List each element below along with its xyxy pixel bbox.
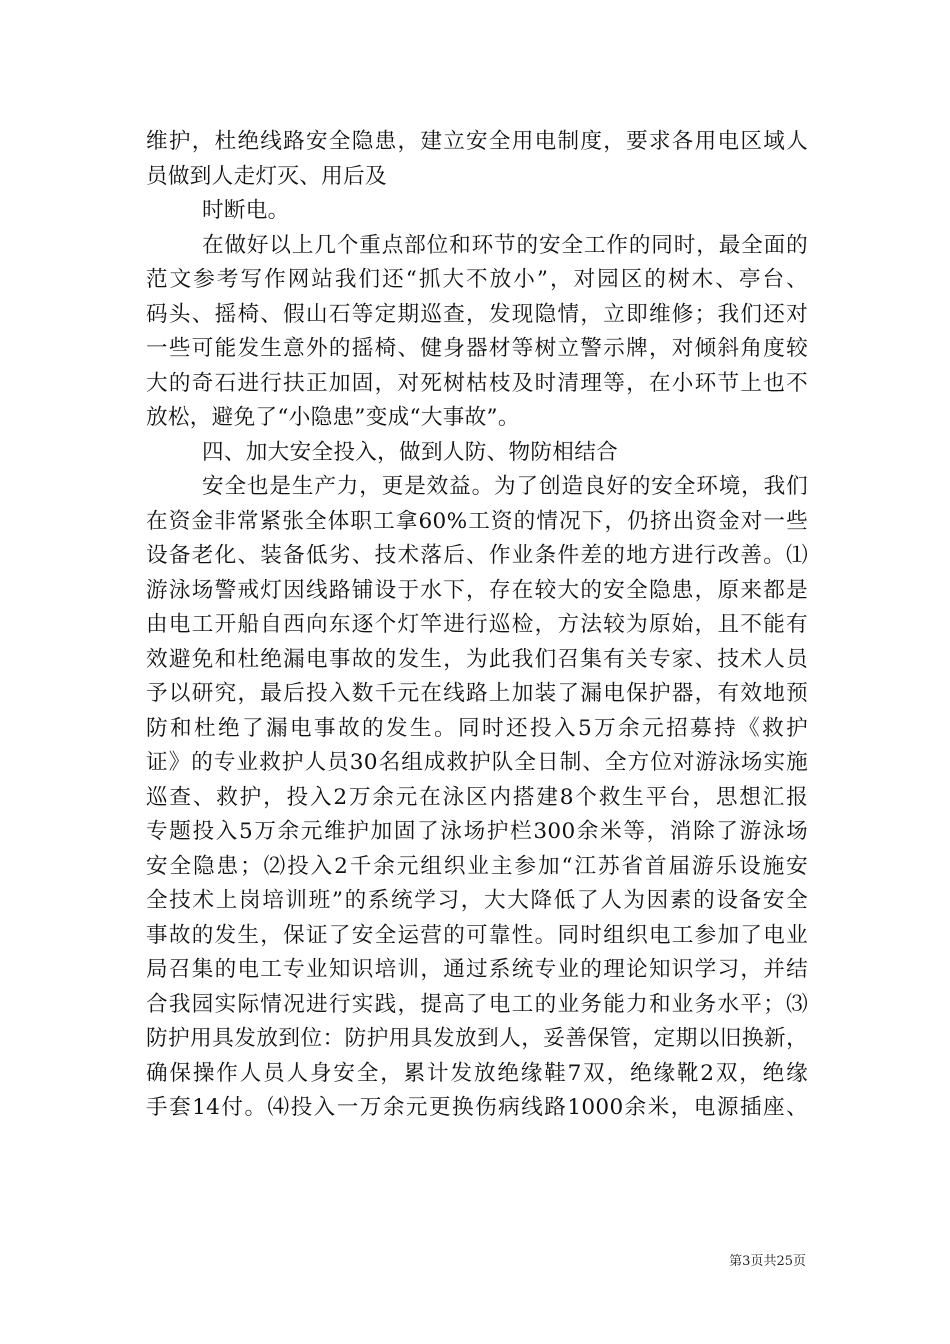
text-line: 事故的发生，保证了安全运营的可靠性。同时组织电工参加了电业 [146,922,808,948]
text-line: 范文参考写作网站我们还“抓大不放小”，对园区的树木、亭台、 [146,267,808,292]
text-line: 合我园实际情况进行实践，提高了电工的业务能力和业务水平；⑶ [146,991,808,1017]
text-line: 效避免和杜绝漏电事故的发生，为此我们召集有关专家、技术人员 [146,646,808,672]
text-line: 游泳场警戒灯因线路铺设于水下，存在较大的安全隐患，原来都是 [146,577,808,603]
paragraph-start-line: 安全也是生产力，更是效益。为了创造良好的安全环境，我们 [202,474,808,499]
text-line: 由电工开船自西向东逐个灯竿进行巡检，方法较为原始，且不能有 [146,612,808,637]
text-line: 局召集的电工专业知识培训，通过系统专业的理论知识学习，并结 [146,957,808,982]
document-body [146,125,808,1126]
text-line: 码头、摇椅、假山石等定期巡查，发现隐情，立即维修；我们还对 [146,301,808,327]
text-line: 时断电。 [202,198,290,223]
text-line: 防护用具发放到位：防护用具发放到人，妥善保管，定期以旧换新， [146,1026,808,1051]
text-line: 在资金非常紧张全体职工拿60%工资的情况下，仍挤出资金对一些 [146,508,808,534]
text-line: 防和杜绝了漏电事故的发生。同时还投入5万余元招募持《救护 [146,715,808,741]
text-line: 一些可能发生意外的摇椅、健身器材等树立警示牌，对倾斜角度较 [146,336,808,361]
text-line: 专题投入5万余元维护加固了泳场护栏300余米等，消除了游泳场 [146,819,808,844]
text-line: 维护，杜绝线路安全隐患，建立安全用电制度，要求各用电区域人 [146,129,808,154]
text-line: 设备老化、装备低劣、技术落后、作业条件差的地方进行改善。⑴ [146,543,808,568]
text-line: 放松，避免了“小隐患”变成“大事故”。 [146,405,520,430]
text-line: 手套14付。⑷投入一万余元更换伤病线路1000余米，电源插座、 [146,1095,808,1120]
text-line: 员做到人走灯灭、用后及 [146,163,387,189]
text-line: 安全隐患；⑵投入2千余元组织业主参加“江苏省首届游乐设施安 [146,853,808,879]
text-line: 证》的专业救护人员30名组成救护队全日制、全方位对游泳场实施 [146,750,808,775]
page-number: 第3页共25页 [729,1254,806,1269]
text-line: 予以研究，最后投入数千元在线路上加装了漏电保护器，有效地预 [146,681,808,706]
text-line: 巡查、救护，投入2万余元在泳区内搭建8个救生平台，思想汇报 [146,784,808,810]
text-line: 确保操作人员人身安全，累计发放绝缘鞋7双，绝缘靴2双，绝缘 [146,1060,808,1086]
paragraph-start-line: 在做好以上几个重点部位和环节的安全工作的同时，最全面的 [202,232,808,258]
section-heading: 四、加大安全投入，做到人防、物防相结合 [202,439,618,465]
text-line: 大的奇石进行扶正加固，对死树枯枝及时清理等，在小环节上也不 [146,370,808,396]
text-line: 全技术上岗培训班”的系统学习，大大降低了人为因素的设备安全 [146,888,808,913]
